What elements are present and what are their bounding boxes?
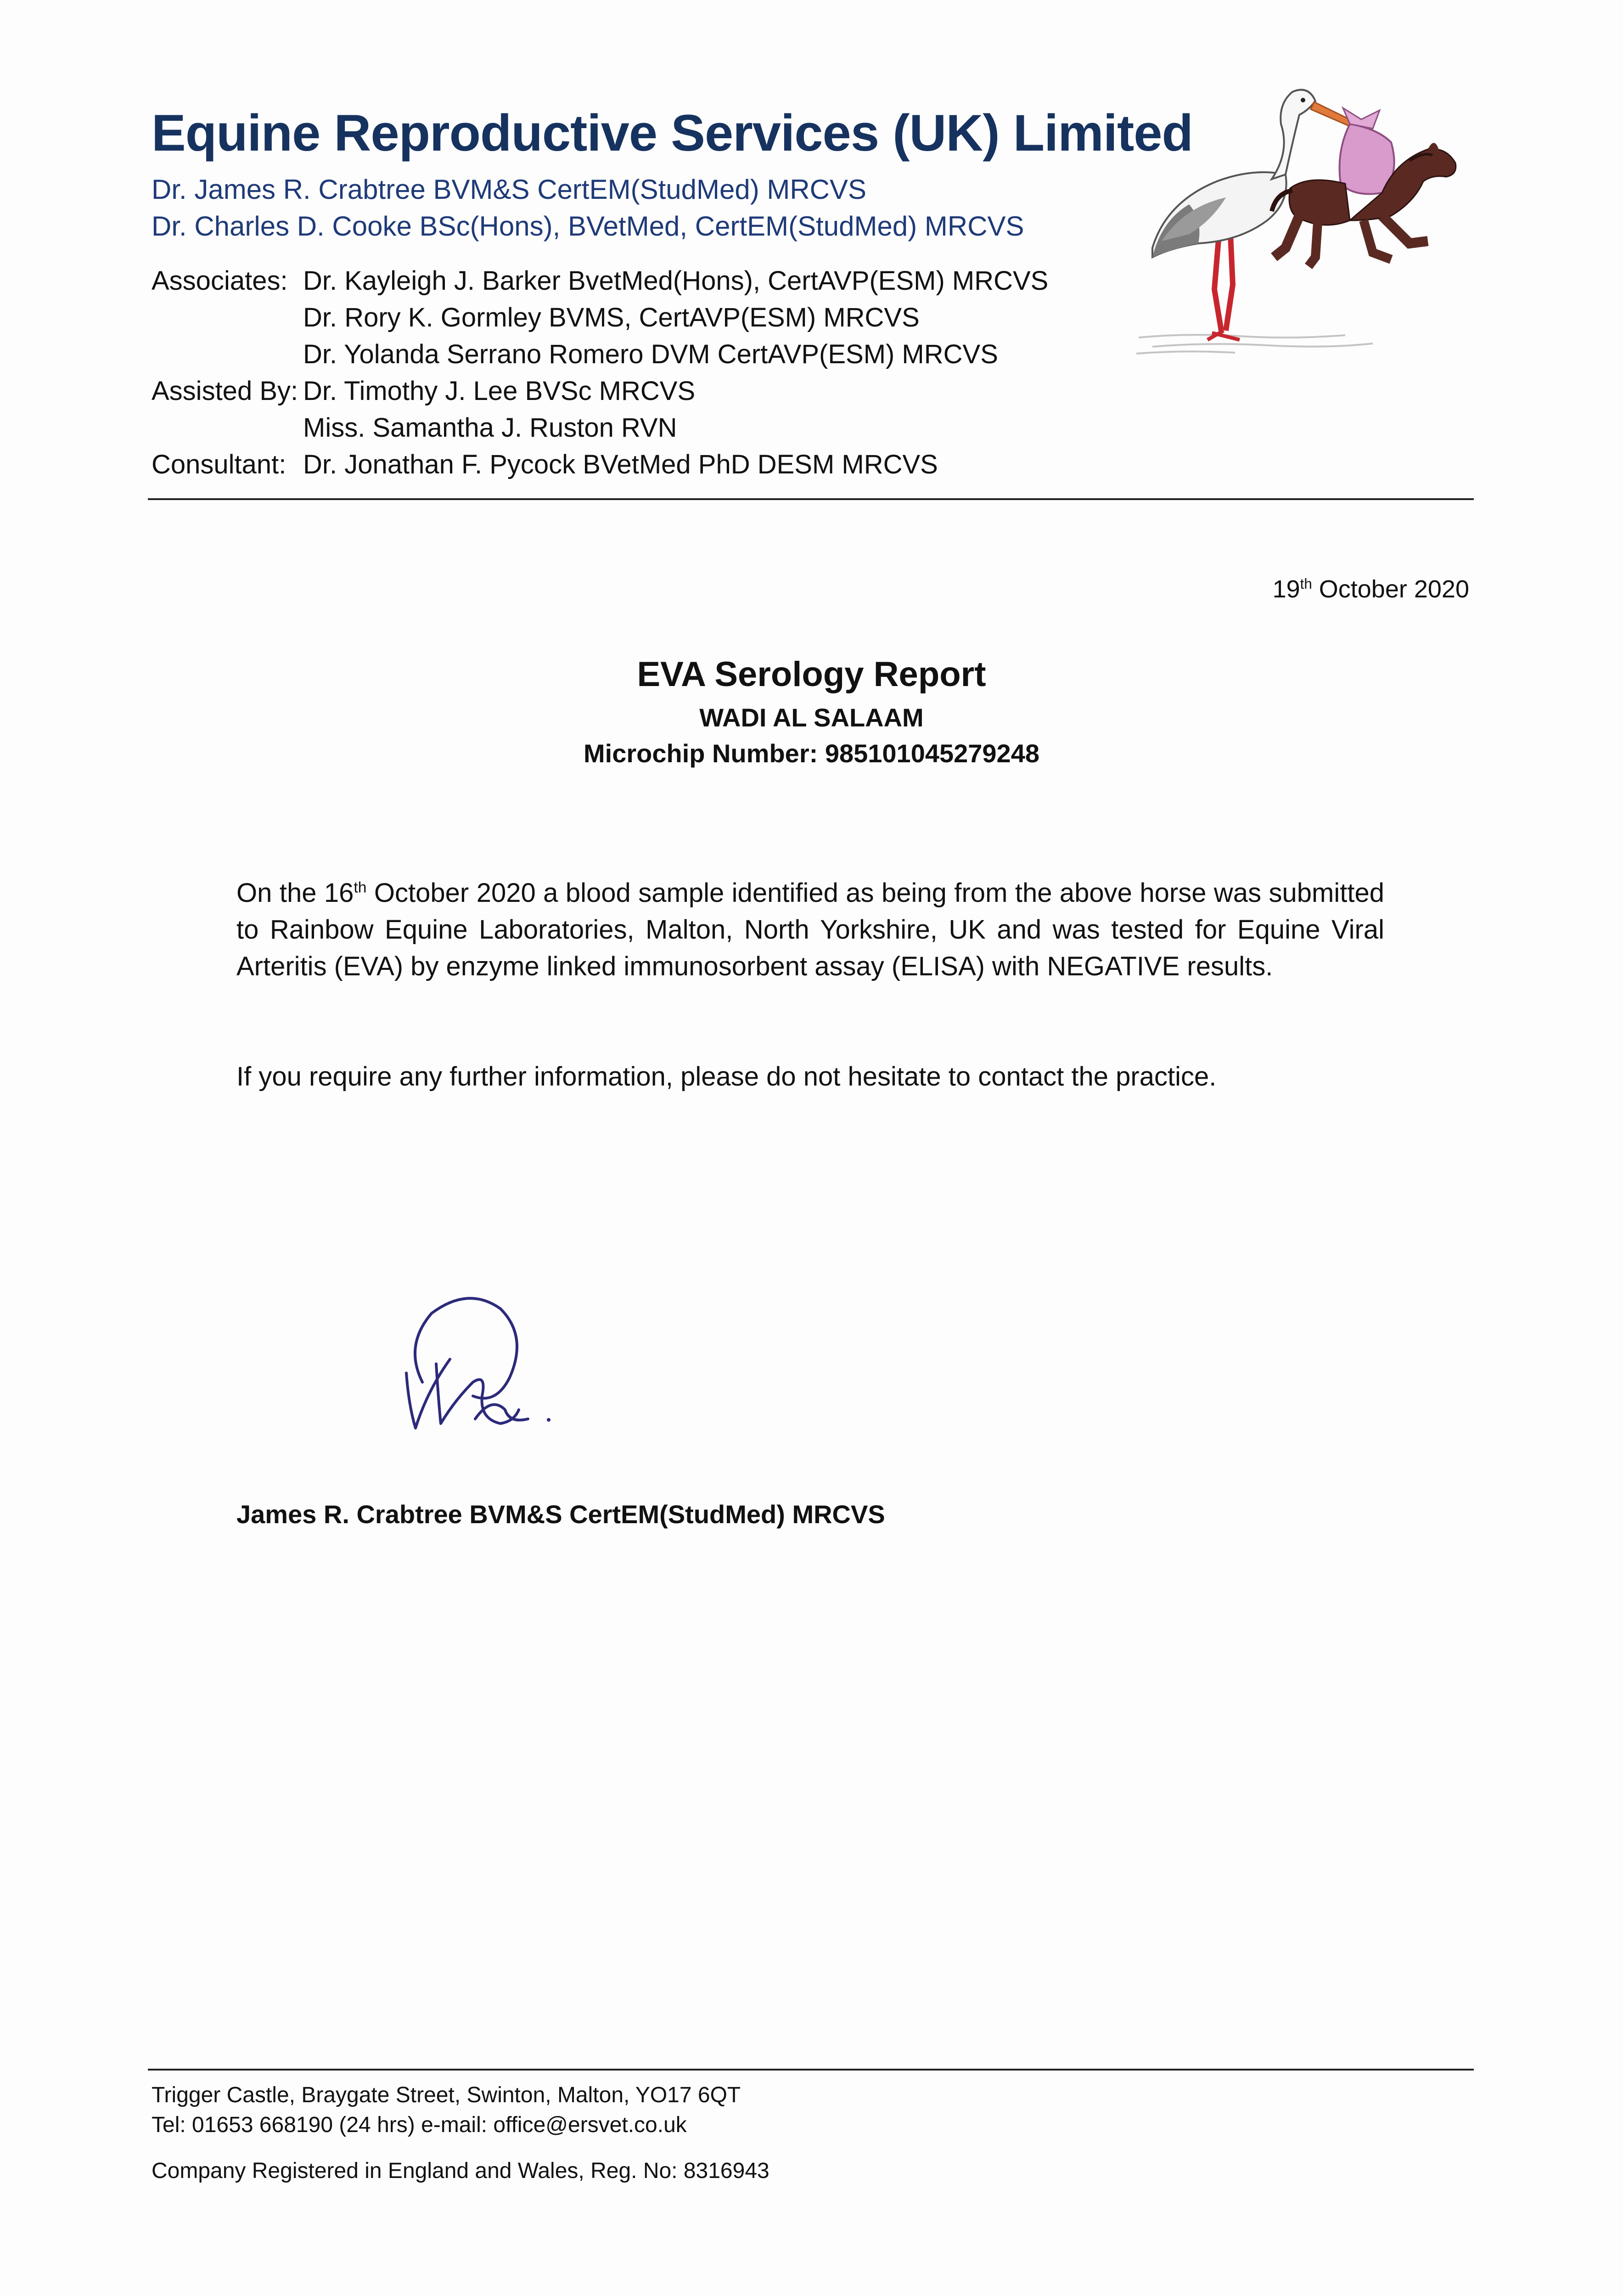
stork-carrying-foal-logo-icon bbox=[1134, 83, 1483, 367]
staff-name: Dr. Jonathan F. Pycock BVetMed PhD DESM MRCVS bbox=[303, 450, 938, 479]
header-divider bbox=[148, 498, 1474, 500]
staff-row bbox=[152, 339, 998, 370]
footer-contact: Tel: 01653 668190 (24 hrs) e-mail: office@ersvet.co.uk bbox=[152, 2113, 687, 2137]
result-intro: On the 16 bbox=[236, 878, 354, 908]
staff-role: Associates: bbox=[152, 266, 288, 296]
staff-row bbox=[152, 412, 677, 443]
staff-role: Consultant: bbox=[152, 450, 286, 479]
contact-paragraph: If you require any further information, please do not hesitate to contact the practice. bbox=[236, 1062, 1217, 1092]
staff-row bbox=[152, 376, 695, 406]
staff-name: Dr. Timothy J. Lee BVSc MRCVS bbox=[303, 376, 696, 406]
staff-row bbox=[152, 302, 920, 333]
report-title: EVA Serology Report bbox=[637, 655, 986, 694]
staff-row bbox=[152, 265, 1048, 296]
signatory-name: James R. Crabtree BVM&S CertEM(StudMed) MRCVS bbox=[236, 1500, 885, 1529]
date-month-year: October 2020 bbox=[1312, 575, 1469, 603]
result-text: October 2020 a blood sample identified as being from the above horse was submitted to Rainbow Equine Laboratories, Malton, North Yorkshire, UK and was tested for Equine Viral Arteritis (EVA) by enzyme linked immunosorbent assay (ELISA) with NEGATIVE results. bbox=[236, 878, 1384, 981]
result-paragraph bbox=[236, 875, 1384, 985]
staff-row bbox=[152, 449, 938, 480]
horse-name: WADI AL SALAAM bbox=[699, 703, 924, 732]
result-date-suffix: th bbox=[354, 879, 367, 896]
microchip-number: Microchip Number: 985101045279248 bbox=[584, 739, 1039, 768]
staff-role: Assisted By: bbox=[152, 376, 298, 406]
staff-name: Dr. Rory K. Gormley BVMS, CertAVP(ESM) MRCVS bbox=[303, 303, 920, 332]
staff-name: Miss. Samantha J. Ruston RVN bbox=[303, 413, 677, 443]
letter-date bbox=[1273, 575, 1469, 603]
footer-registration: Company Registered in England and Wales, Reg. No: 8316943 bbox=[152, 2159, 769, 2183]
date-day: 19 bbox=[1272, 575, 1300, 603]
handwritten-signature-icon bbox=[395, 1290, 569, 1437]
footer-divider bbox=[148, 2069, 1474, 2071]
staff-name: Dr. Yolanda Serrano Romero DVM CertAVP(ESM) MRCVS bbox=[303, 339, 998, 369]
staff-name: Dr. Kayleigh J. Barker BvetMed(Hons), CertAVP(ESM) MRCVS bbox=[303, 266, 1049, 296]
footer-address: Trigger Castle, Braygate Street, Swinton, Malton, YO17 6QT bbox=[152, 2083, 741, 2107]
partner-line-2: Dr. Charles D. Cooke BSc(Hons), BVetMed, CertEM(StudMed) MRCVS bbox=[152, 211, 1024, 242]
date-suffix: th bbox=[1300, 576, 1312, 592]
company-name: Equine Reproductive Services (UK) Limited bbox=[152, 104, 1193, 162]
partner-line-1: Dr. James R. Crabtree BVM&S CertEM(StudMed) MRCVS bbox=[152, 174, 867, 205]
